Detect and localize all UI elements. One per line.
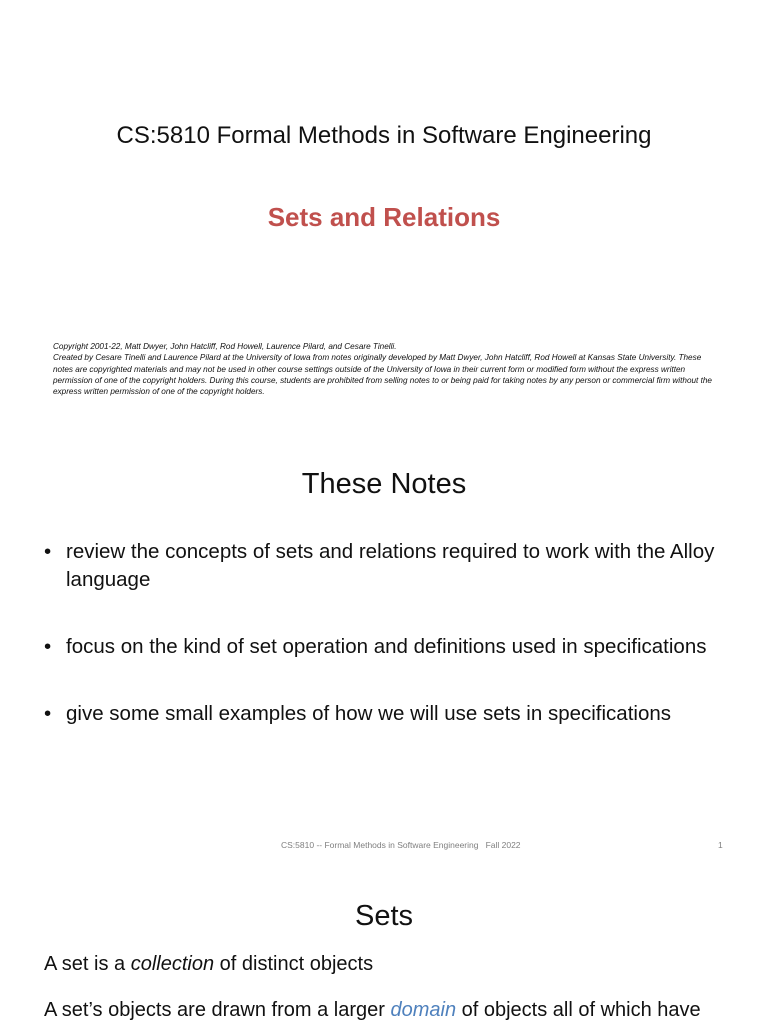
text-span: A set is a xyxy=(44,953,131,975)
bullet-text: give some small examples of how we will use sets in specifications xyxy=(66,702,672,725)
bullet-icon: • xyxy=(44,702,52,725)
slide-heading-these-notes: These Notes xyxy=(301,468,467,500)
deck-title: Sets and Relations xyxy=(267,202,501,232)
bullet-icon: • xyxy=(44,635,52,658)
slide-footer: CS:5810 -- Formal Methods in Software Engineering Fall 2022 xyxy=(281,840,521,850)
page-number: 1 xyxy=(718,840,723,850)
text-span: of distinct objects xyxy=(214,953,374,975)
bullet-list xyxy=(44,538,744,767)
bullet-text: review the concepts of sets and relations required to work with the Alloy language xyxy=(66,540,715,591)
bullet-text: focus on the kind of set operation and definitions used in specifications xyxy=(66,635,707,658)
highlighted-term: domain xyxy=(390,999,457,1021)
copyright-notice xyxy=(53,341,718,397)
domain-line xyxy=(44,999,701,1022)
copyright-details: Created by Cesare Tinelli and Laurence Pilard at the University of Iowa from notes originally developed by Matt Dwyer, John Hatcliff, Rod Howell at Kansas State University. These notes are copyrighted materials and may not be used in other course settings outside of the University of Iowa in their current form or modified form without the express written permission of one of the copyright holders. During this course, students are prohibited from selling notes to or being paid for taking notes by any person or commercial firm without the express written permission of one of the copyright holders. xyxy=(53,353,712,397)
text-span: of objects all of which have xyxy=(456,999,701,1021)
slide-heading-sets: Sets xyxy=(354,900,414,932)
course-title: CS:5810 Formal Methods in Software Engineering xyxy=(116,122,652,149)
bullet-item xyxy=(44,700,744,728)
bullet-item xyxy=(44,538,744,594)
emphasized-term: collection xyxy=(130,953,215,975)
bullet-item xyxy=(44,633,744,661)
copyright-line: Copyright 2001-22, Matt Dwyer, John Hatcliff, Rod Howell, Laurence Pilard, and Cesare Tinelli. xyxy=(53,342,397,351)
bullet-icon: • xyxy=(44,540,52,563)
set-definition-line xyxy=(44,953,373,976)
text-span: A set’s objects are drawn from a larger xyxy=(44,999,391,1021)
